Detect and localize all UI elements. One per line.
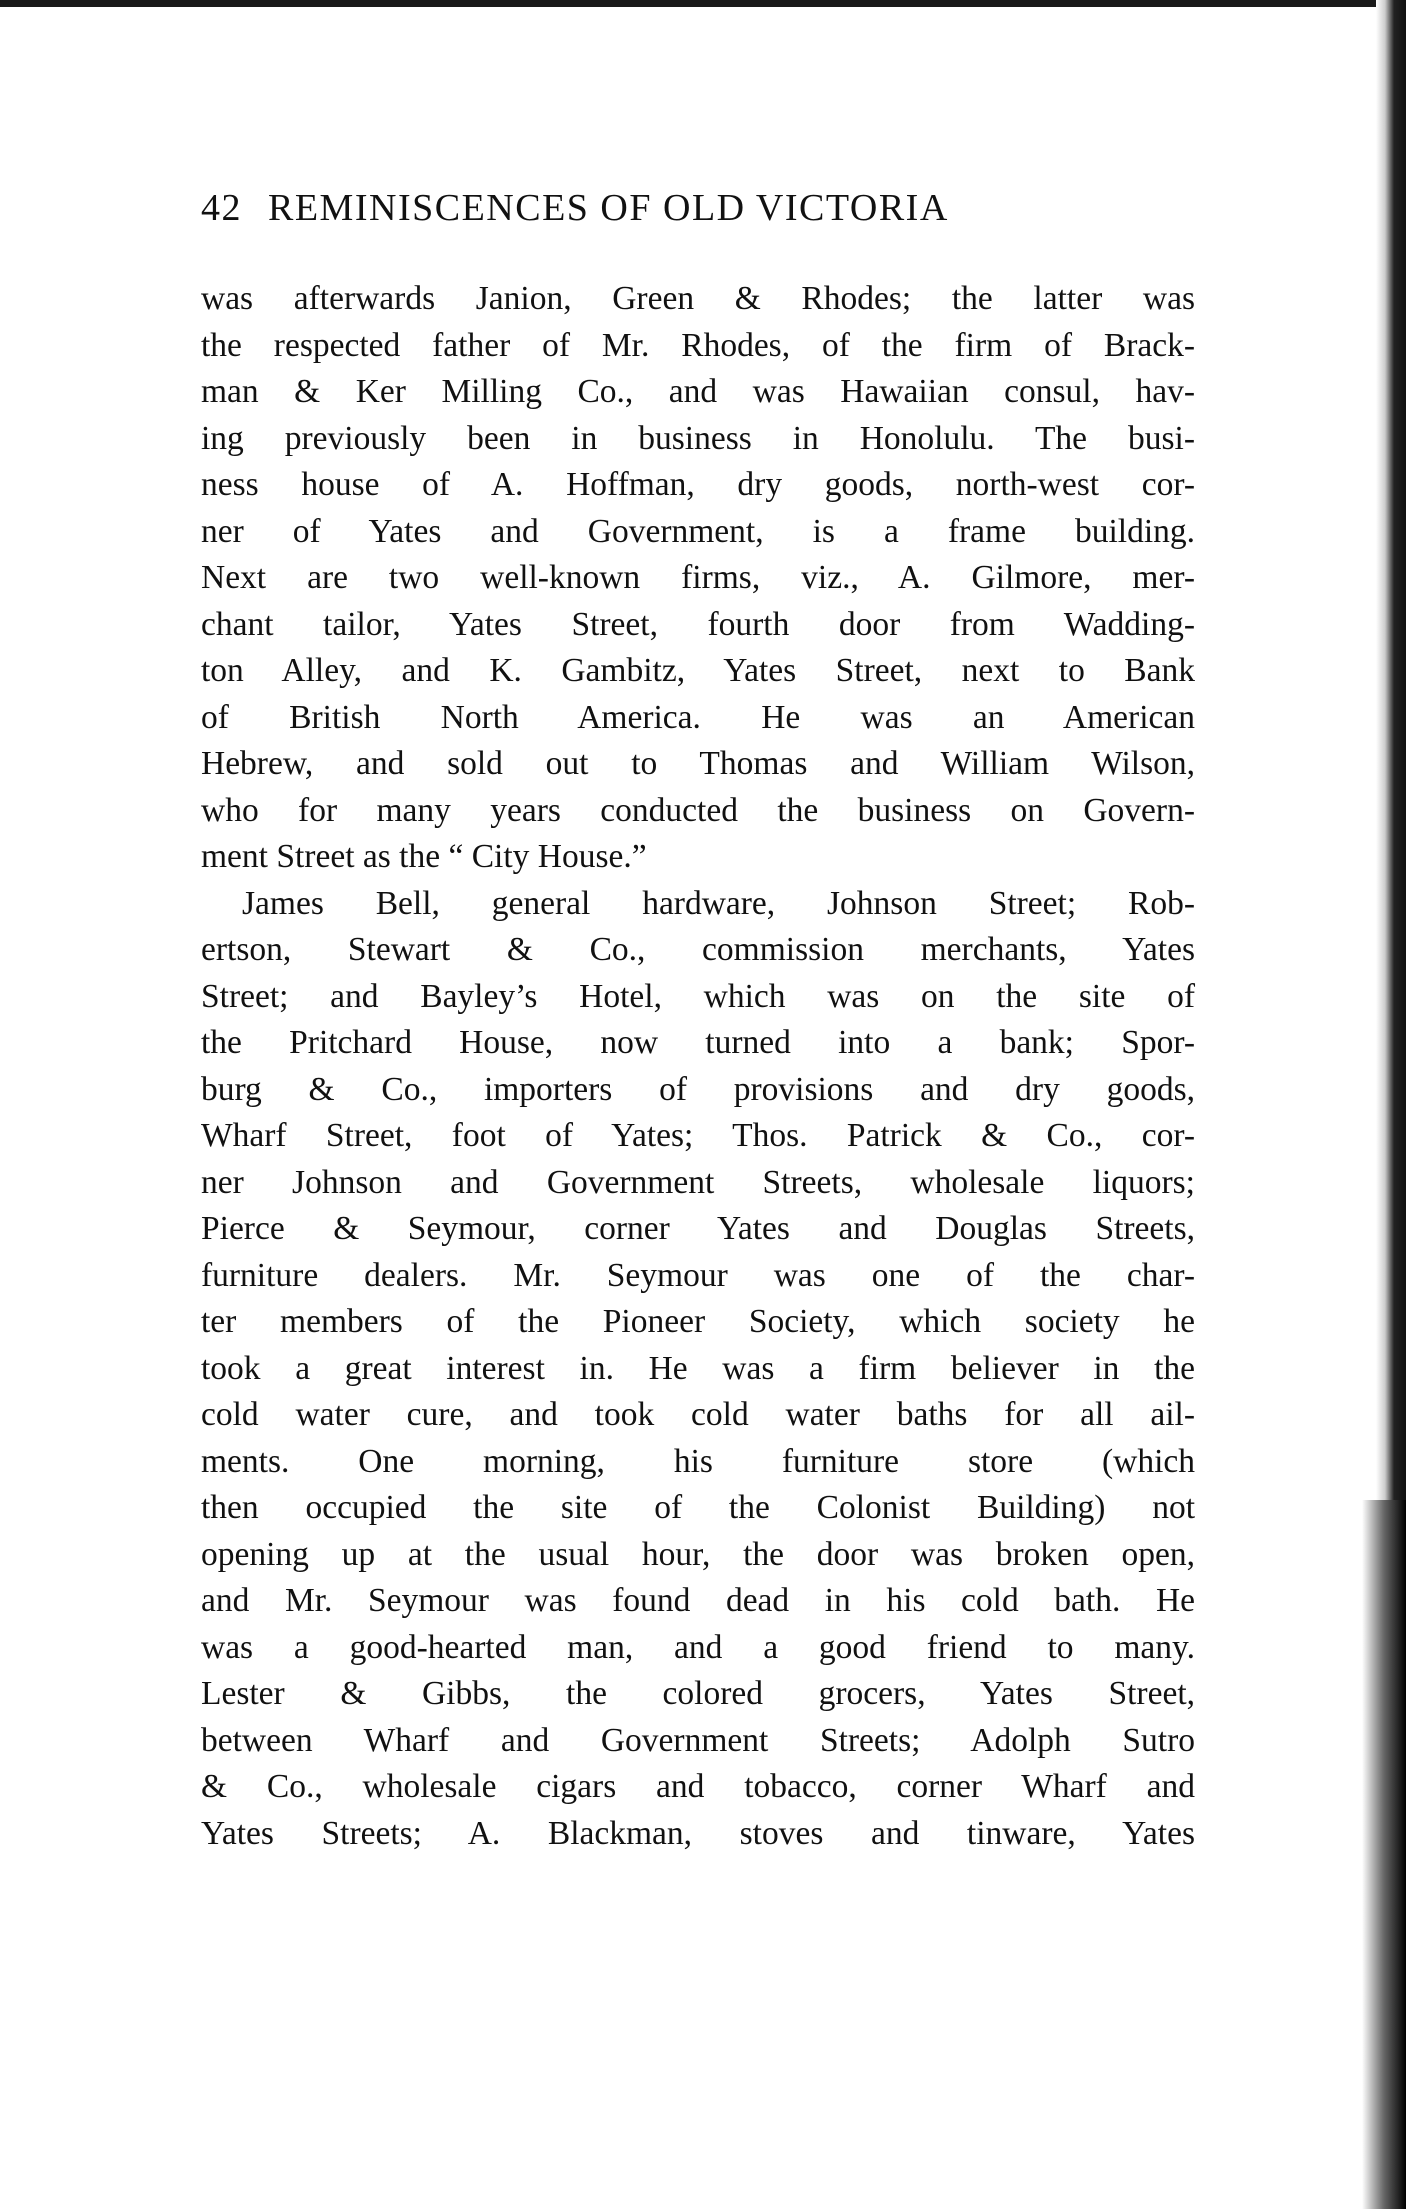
text-line: the respected father of Mr. Rhodes, of the firm of Brack- <box>201 326 1195 364</box>
text-line: was afterwards Janion, Green & Rhodes; the latter was <box>201 280 1195 317</box>
paragraph <box>201 276 1195 881</box>
text-line: ner of Yates and Government, is a frame building. <box>201 512 1195 550</box>
text-line: man & Ker Milling Co., and was Hawaiian consul, hav- <box>201 373 1195 410</box>
text-line: ments. One morning, his furniture store (which <box>201 1442 1195 1480</box>
text-line: between Wharf and Government Streets; Adolph Sutro <box>201 1721 1195 1759</box>
text-line: Lester & Gibbs, the colored grocers, Yates Street, <box>201 1675 1195 1712</box>
text-line: ment Street as the “ City House.” <box>201 838 647 875</box>
text-line: Street; and Bayley’s Hotel, which was on the site of <box>201 977 1195 1015</box>
text-line: Wharf Street, foot of Yates; Thos. Patrick & Co., cor- <box>201 1117 1195 1154</box>
text-line: ter members of the Pioneer Society, which society he <box>201 1303 1195 1340</box>
text-line: burg & Co., importers of provisions and dry goods, <box>201 1070 1195 1108</box>
text-line: Pierce & Seymour, corner Yates and Douglas Streets, <box>201 1210 1195 1247</box>
running-title: REMINISCENCES OF OLD VICTORIA <box>268 187 949 229</box>
scan-right-edge-shadow <box>1362 1500 1406 2209</box>
text-line: Next are two well-known firms, viz., A. Gilmore, mer- <box>201 559 1195 596</box>
text-line: James Bell, general hardware, Johnson Street; Rob- <box>242 884 1195 922</box>
running-header <box>201 186 1121 230</box>
text-line: ner Johnson and Government Streets, wholesale liquors; <box>201 1163 1195 1201</box>
text-line: then occupied the site of the Colonist Building) not <box>201 1489 1195 1526</box>
text-line: furniture dealers. Mr. Seymour was one of the char- <box>201 1256 1195 1294</box>
page-number: 42 <box>201 187 242 229</box>
paragraph <box>201 881 1195 1858</box>
text-line: was a good-hearted man, and a good friend to many. <box>201 1628 1195 1666</box>
scan-top-edge <box>0 0 1406 7</box>
text-line: opening up at the usual hour, the door was broken open, <box>201 1535 1195 1573</box>
text-line: chant tailor, Yates Street, fourth door from Wadding- <box>201 605 1195 643</box>
text-line: and Mr. Seymour was found dead in his cold bath. He <box>201 1582 1195 1619</box>
text-line: Yates Streets; A. Blackman, stoves and tinware, Yates <box>201 1814 1195 1852</box>
text-line: ness house of A. Hoffman, dry goods, north-west cor- <box>201 466 1195 503</box>
text-line: cold water cure, and took cold water baths for all ail- <box>201 1396 1195 1433</box>
text-line: ertson, Stewart & Co., commission merchants, Yates <box>201 931 1195 968</box>
text-line: Hebrew, and sold out to Thomas and William Wilson, <box>201 745 1195 782</box>
text-line: the Pritchard House, now turned into a bank; Spor- <box>201 1024 1195 1061</box>
text-line: ton Alley, and K. Gambitz, Yates Street, next to Bank <box>201 652 1195 689</box>
text-line: ing previously been in business in Honolulu. The busi- <box>201 419 1195 457</box>
page-body <box>201 276 1195 1857</box>
text-line: took a great interest in. He was a firm believer in the <box>201 1349 1195 1387</box>
text-line: & Co., wholesale cigars and tobacco, corner Wharf and <box>201 1768 1195 1805</box>
text-line: of British North America. He was an American <box>201 698 1195 736</box>
text-line: who for many years conducted the business on Govern- <box>201 791 1195 829</box>
